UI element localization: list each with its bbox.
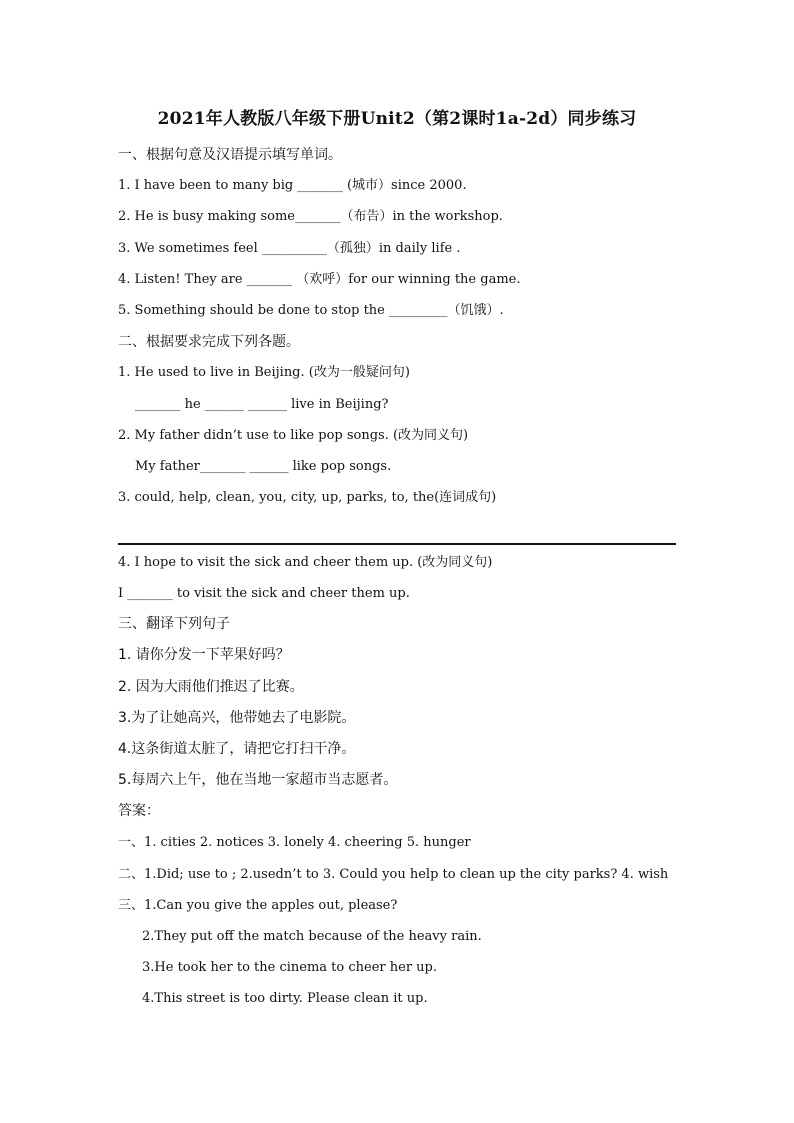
section1-item-5: 5. Something should be done to stop the _________（饥饿）. (118, 303, 504, 318)
section2-heading: 二、根据要求完成下列各题。 (118, 334, 300, 350)
section3-item-3: 3.为了让她高兴，他带她去了电影院。 (118, 710, 356, 726)
answer-line (118, 543, 676, 545)
section3-item-2: 2. 因为大雨他们推迟了比赛。 (118, 679, 304, 695)
answers-section3-item-3: 3.He took her to the cinema to cheer her up. (142, 960, 437, 975)
section1-heading: 一、根据句意及汉语提示填写单词。 (118, 147, 342, 163)
section2-question-4: 4. I hope to visit the sick and cheer them up. (改为同义句) (118, 555, 493, 570)
answers-section2: 二、1.Did; use to ; 2.usedn’t to 3. Could you help to clean up the city parks? 4. wish (118, 867, 669, 882)
section3-heading: 三、翻译下列句子 (118, 616, 230, 632)
answers-section1: 一、1. cities 2. notices 3. lonely 4. cheering 5. hunger (118, 835, 471, 850)
section1-item-4: 4. Listen! They are _______ （欢呼）for our winning the game. (118, 272, 521, 287)
answers-section3: 三、1.Can you give the apples out, please? (118, 898, 398, 913)
section2-question-4-blank: I _______ to visit the sick and cheer them up. (118, 586, 410, 601)
answers-section3-item-2: 2.They put off the match because of the heavy rain. (142, 929, 482, 944)
section2-question-2-blank: My father_______ ______ like pop songs. (135, 459, 392, 474)
section2-question-1-blank: _______ he ______ ______ live in Beijing? (135, 397, 389, 412)
section3-item-5: 5.每周六上午，他在当地一家超市当志愿者。 (118, 772, 398, 788)
section2-question-2: 2. My father didn’t use to like pop songs. (改为同义句) (118, 428, 469, 443)
answers-section3-item-4: 4.This street is too dirty. Please clean it up. (142, 991, 428, 1006)
page-title: 2021年人教版八年级下册Unit2（第2课时1a-2d）同步练习 (157, 109, 637, 129)
section2-question-1: 1. He used to live in Beijing. (改为一般疑问句) (118, 365, 410, 380)
answers-heading: 答案： (118, 803, 160, 819)
section1-item-1: 1. I have been to many big _______ (城市）since 2000. (118, 178, 467, 193)
section3-item-1: 1. 请你分发一下苹果好吗？ (118, 647, 290, 663)
section3-item-4: 4.这条街道太脏了，请把它打扫干净。 (118, 741, 356, 757)
section1-item-2: 2. He is busy making some_______（布告）in the workshop. (118, 209, 503, 224)
section2-question-3: 3. could, help, clean, you, city, up, parks, to, the(连词成句) (118, 490, 497, 505)
section1-item-3: 3. We sometimes feel __________（孤独）in daily life . (118, 241, 461, 256)
